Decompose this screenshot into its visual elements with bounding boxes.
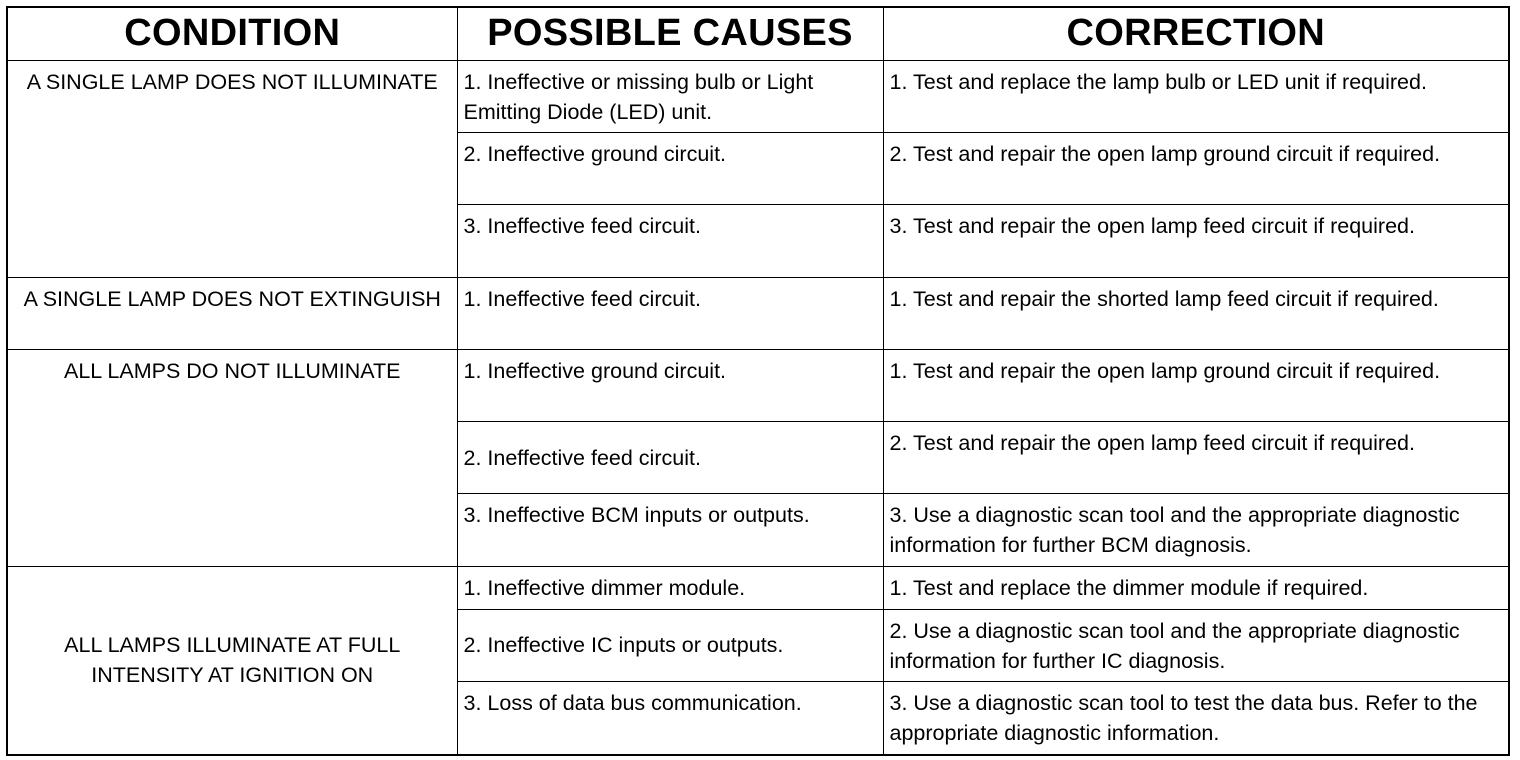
table-row: [8, 349, 1508, 421]
cause-cell: 3. Ineffective feed circuit.: [457, 205, 883, 277]
cause-cell: 1. Ineffective dimmer module.: [457, 566, 883, 609]
correction-header: CORRECTION: [883, 8, 1508, 60]
condition-cell: ALL LAMPS DO NOT ILLUMINATE: [8, 349, 457, 566]
condition-cell: ALL LAMPS ILLUMINATE AT FULL INTENSITY AT IGNITION ON: [8, 566, 457, 754]
condition-cell: A SINGLE LAMP DOES NOT EXTINGUISH: [8, 277, 457, 349]
cause-cell: 3. Loss of data bus communication.: [457, 682, 883, 754]
correction-cell: 2. Use a diagnostic scan tool and the appropriate diagnostic information for further IC diagnosis.: [883, 609, 1508, 681]
correction-cell: 1. Test and repair the shorted lamp feed circuit if required.: [883, 277, 1508, 349]
header-row: [8, 8, 1508, 60]
table-row: [8, 60, 1508, 132]
cause-cell: 1. Ineffective feed circuit.: [457, 277, 883, 349]
correction-cell: 3. Use a diagnostic scan tool to test the data bus. Refer to the appropriate diagnostic information.: [883, 682, 1508, 754]
cause-cell: 3. Ineffective BCM inputs or outputs.: [457, 494, 883, 566]
cause-cell: 2. Ineffective IC inputs or outputs.: [457, 609, 883, 681]
causes-header: POSSIBLE CAUSES: [457, 8, 883, 60]
correction-cell: 3. Test and repair the open lamp feed circuit if required.: [883, 205, 1508, 277]
correction-cell: 1. Test and replace the lamp bulb or LED unit if required.: [883, 60, 1508, 132]
correction-cell: 2. Test and repair the open lamp ground circuit if required.: [883, 132, 1508, 204]
cause-cell: 2. Ineffective feed circuit.: [457, 422, 883, 494]
condition-header: CONDITION: [8, 8, 457, 60]
table-row: [8, 566, 1508, 609]
correction-cell: 3. Use a diagnostic scan tool and the appropriate diagnostic information for further BCM diagnosis.: [883, 494, 1508, 566]
correction-cell: 1. Test and replace the dimmer module if required.: [883, 566, 1508, 609]
condition-cell: A SINGLE LAMP DOES NOT ILLUMINATE: [8, 60, 457, 277]
cause-cell: 1. Ineffective ground circuit.: [457, 349, 883, 421]
correction-cell: 2. Test and repair the open lamp feed circuit if required.: [883, 422, 1508, 494]
cause-cell: 1. Ineffective or missing bulb or Light Emitting Diode (LED) unit.: [457, 60, 883, 132]
diagnosis-table-frame: [6, 6, 1510, 756]
cause-cell: 2. Ineffective ground circuit.: [457, 132, 883, 204]
table-row: [8, 277, 1508, 349]
diagnosis-table: [8, 8, 1508, 754]
correction-cell: 1. Test and repair the open lamp ground circuit if required.: [883, 349, 1508, 421]
